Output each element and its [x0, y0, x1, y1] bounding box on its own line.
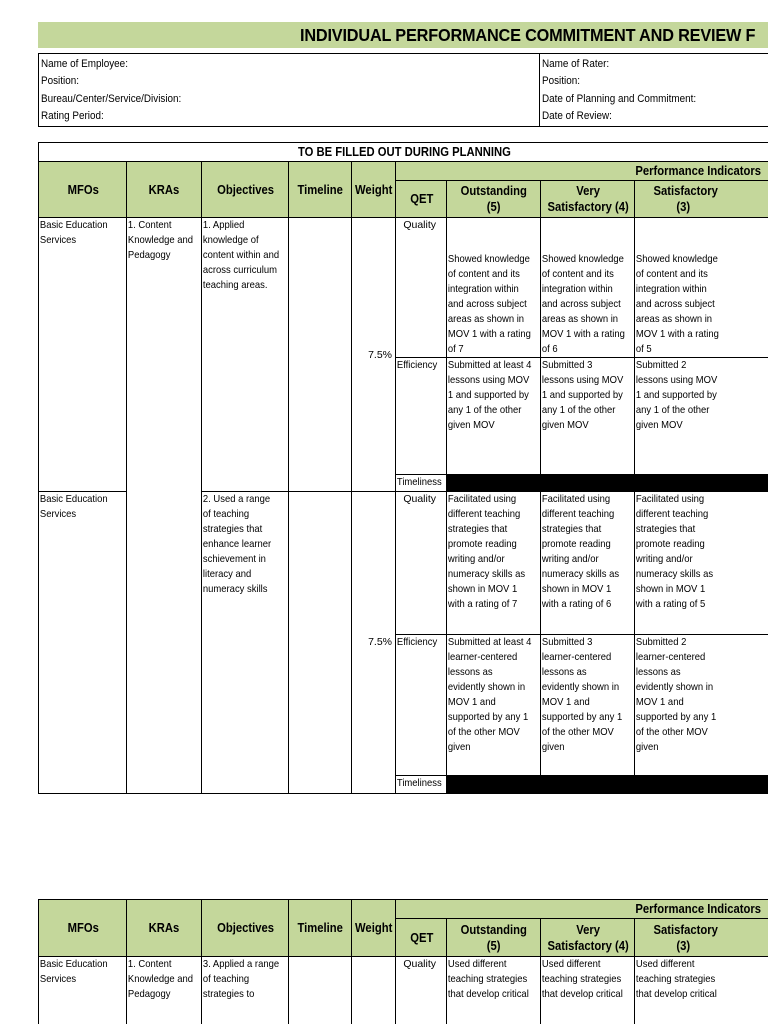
col-header-objectives: Objectives: [202, 162, 289, 218]
date-of-review-label: Date of Review:: [542, 110, 612, 122]
col-header-mfos-2: MFOs: [39, 900, 127, 957]
row1-efficiency-outstanding: Submitted at least 4 lessons using MOV 1 and supported by any 1 of the other given MOV: [447, 358, 541, 475]
row2-weight-cell: 7.5%: [352, 492, 396, 794]
row1-kra-cell: 1. Content Knowledge and Pedagogy: [127, 218, 202, 794]
document-title: INDIVIDUAL PERFORMANCE COMMITMENT AND REVIEW F: [300, 25, 756, 45]
col-header-weight: Weight: [352, 162, 396, 218]
row2-quality-satisfactory: Facilitated using different teaching strategies that promote reading writing and/or numeracy skills as shown in MOV 1 with a rating of 5: [635, 492, 768, 635]
ipcr-table-planning: [38, 142, 768, 794]
row1-timeline-cell: [289, 218, 352, 492]
row2-timeline-cell: [289, 492, 352, 794]
performance-indicators-header-2: Performance Indicators: [396, 900, 768, 919]
col-header-qet-2: QET: [396, 919, 447, 957]
row2-quality-label: Quality: [396, 492, 447, 635]
employee-info-block: [38, 53, 768, 127]
info-divider: [539, 54, 540, 126]
row2-timeliness-blocked: [447, 776, 768, 794]
col-header-objectives-2: Objectives: [202, 900, 289, 957]
col-header-outstanding-2: Outstanding (5): [447, 919, 541, 957]
row1-efficiency-very-satisfactory: Submitted 3 lessons using MOV 1 and supported by any 1 of the other given MOV: [541, 358, 635, 475]
performance-indicators-header: Performance Indicators: [396, 162, 768, 181]
row1-mfo-cell: Basic Education Services: [39, 218, 127, 492]
col-header-very-satisfactory-2: Very Satisfactory (4): [541, 919, 635, 957]
row3-timeline-cell: [289, 957, 352, 1024]
row3-quality-satisfactory: Used different teaching strategies that develop critical: [635, 958, 717, 1000]
row3-quality-outstanding: Used different teaching strategies that develop critical: [447, 957, 541, 1024]
col-header-very-satisfactory: Very Satisfactory (4): [541, 181, 635, 218]
rater-position-label: Position:: [542, 75, 580, 87]
name-of-employee-label: Name of Employee:: [41, 58, 128, 70]
row1-quality-outstanding: Showed knowledge of content and its integration within and across subject areas as shown in MOV 1 with a rating of 7: [447, 218, 541, 358]
row2-objective-cell: 2. Used a range of teaching strategies that enhance learner schievement in literacy and numeracy skills: [202, 492, 289, 794]
row2-efficiency-very-satisfactory: Submitted 3 learner-centered lessons as evidently shown in MOV 1 and supported by any 1 of the other MOV given: [541, 635, 635, 776]
row1-objective-cell: 1. Applied knowledge of content within and across curriculum teaching areas.: [202, 218, 289, 492]
col-header-qet: QET: [396, 181, 447, 218]
col-header-satisfactory-2: Satisfactory (3): [635, 919, 768, 957]
name-of-rater-label: Name of Rater:: [542, 58, 610, 70]
row2-quality-very-satisfactory: Facilitated using different teaching strategies that promote reading writing and/or numeracy skills as shown in MOV 1 with a rating of 6: [541, 492, 635, 635]
row3-mfo-cell: Basic Education Services: [39, 957, 127, 1024]
bureau-label: Bureau/Center/Service/Division:: [41, 93, 182, 105]
row3-weight-cell: [352, 957, 396, 1024]
row3-objective-cell: 3. Applied a range of teaching strategies to: [202, 957, 289, 1024]
row1-efficiency-satisfactory: Submitted 2 lessons using MOV 1 and supported by any 1 of the other given MOV: [635, 358, 768, 475]
col-header-timeline-2: Timeline: [289, 900, 352, 957]
row1-quality-satisfactory: Showed knowledge of content and its integration within and across subject areas as shown in MOV 1 with a rating of 5: [635, 218, 768, 358]
ipcr-table-continued: [38, 899, 768, 1024]
col-header-outstanding: Outstanding (5): [447, 181, 541, 218]
rating-period-label: Rating Period:: [41, 110, 104, 122]
row1-quality-label: Quality: [396, 218, 447, 358]
table-section-title: TO BE FILLED OUT DURING PLANNING: [39, 143, 768, 162]
row1-quality-very-satisfactory: Showed knowledge of content and its integration within and across subject areas as shown in MOV 1 with a rating of 6: [541, 218, 635, 358]
row3-kra-cell: 1. Content Knowledge and Pedagogy: [127, 957, 202, 1024]
row2-efficiency-label: Efficiency: [396, 635, 447, 776]
row2-quality-outstanding: Facilitated using different teaching strategies that promote reading writing and/or numeracy skills as shown in MOV 1 with a rating of 7: [447, 492, 541, 635]
row1-weight-cell: 7.5%: [352, 218, 396, 492]
col-header-kras: KRAs: [127, 162, 202, 218]
col-header-kras-2: KRAs: [127, 900, 202, 957]
row2-efficiency-outstanding: Submitted at least 4 learner-centered lessons as evidently shown in MOV 1 and supported by any 1 of the other MOV given: [447, 635, 541, 776]
row2-mfo-cell: Basic Education Services: [39, 492, 127, 794]
col-header-timeline: Timeline: [289, 162, 352, 218]
col-header-mfos: MFOs: [39, 162, 127, 218]
date-of-planning-label: Date of Planning and Commitment:: [542, 93, 697, 105]
col-header-satisfactory: Satisfactory (3): [635, 181, 768, 218]
row3-quality-label: Quality: [396, 957, 447, 1024]
document-title-bar: [38, 22, 768, 48]
row2-efficiency-satisfactory: Submitted 2 learner-centered lessons as evidently shown in MOV 1 and supported by any 1 of the other MOV given: [635, 635, 768, 776]
row1-efficiency-label: Efficiency: [396, 358, 447, 475]
row3-quality-very-satisfactory: Used different teaching strategies that develop critical: [541, 957, 635, 1024]
row1-timeliness-label: Timeliness: [396, 475, 447, 492]
row1-timeliness-blocked: [447, 475, 768, 492]
row2-timeliness-label: Timeliness: [396, 776, 447, 794]
position-label: Position:: [41, 75, 79, 87]
col-header-weight-2: Weight: [352, 900, 396, 957]
